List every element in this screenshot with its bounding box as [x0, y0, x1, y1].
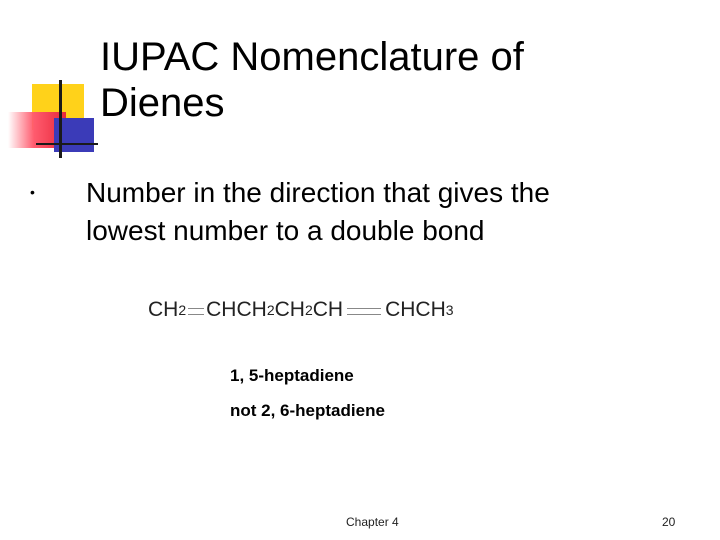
incorrect-name: not 2, 6-heptadiene	[230, 401, 385, 420]
correct-name: 1, 5-heptadiene	[230, 366, 354, 385]
formula-part: CHCH	[206, 298, 267, 321]
double-bond	[347, 308, 381, 315]
logo-horizontal-line	[36, 143, 98, 145]
slide-title	[100, 34, 660, 126]
bullet-text-line-1: Number in the direction that gives the	[86, 177, 550, 208]
logo-vertical-line	[59, 80, 62, 158]
title-line-1: IUPAC Nomenclature of	[100, 35, 524, 79]
title-line-2: Dienes	[100, 81, 225, 125]
formula-part: CHCH	[385, 298, 446, 321]
formula-part: CH	[274, 298, 305, 321]
bullet-text	[86, 174, 686, 250]
bullet-text-line-2: lowest number to a double bond	[86, 215, 485, 246]
footer-chapter: Chapter 4	[346, 515, 399, 529]
double-bond	[188, 308, 204, 315]
formula-part: CH	[312, 298, 344, 321]
page-number: 20	[662, 515, 676, 529]
structural-formula: CH 2 CHCH 2 CH 2 CH CHCH 3	[148, 298, 454, 321]
bullet-marker: •	[30, 184, 35, 200]
formula-part: CH	[148, 298, 179, 321]
